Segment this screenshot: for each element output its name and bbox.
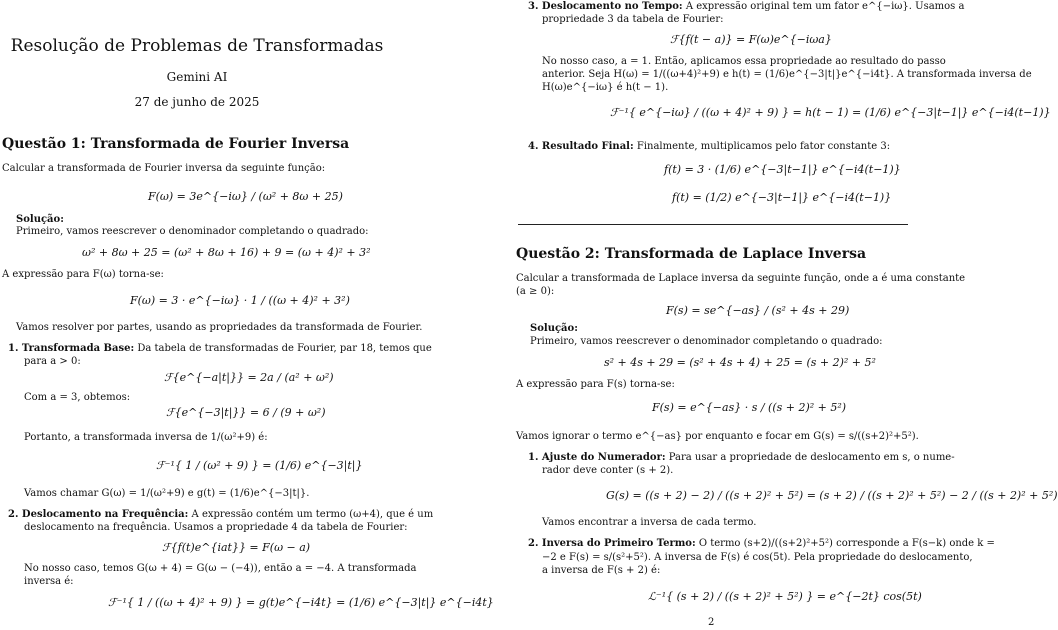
equation-Fs-rewritten: F(s) = e^{−as} · s / ((s + 2)² + 5²) xyxy=(652,401,847,414)
solution-label: Solução: xyxy=(16,214,64,225)
step3-text: A expressão original tem um fator e^{−iω}. Usamos a xyxy=(685,1,965,12)
laplace-step1-label: 1. Ajuste do Numerador: xyxy=(528,452,666,463)
laplace-step2-text: O termo (s+2)/((s+2)²+5²) corresponde a F(s−k) onde k = xyxy=(698,538,995,549)
step1-label: 1. Transformada Base: xyxy=(8,343,135,354)
page-number: 2 xyxy=(708,617,715,628)
equation-F: F(ω) = 3e^{−iω} / (ω² + 8ω + 25) xyxy=(148,190,343,203)
step4-label: 4. Resultado Final: xyxy=(528,141,634,152)
parts-text: Vamos resolver por partes, usando as propriedades da transformada de Fourier. xyxy=(16,322,423,333)
laplace-step1-text: Para usar a propriedade de deslocamento em s, o nume- xyxy=(668,452,955,463)
ignorar-text: Vamos ignorar o termo e^{−as} por enquanto e focar em G(s) = s/((s+2)²+5²). xyxy=(516,431,919,442)
step2-line xyxy=(8,508,433,521)
equation-F-rewritten: F(ω) = 3 · e^{−iω} · 1 / ((ω + 4)² + 3²) xyxy=(130,294,350,307)
step2-label: 2. Deslocamento na Frequência: xyxy=(8,509,189,520)
step3-line xyxy=(528,0,964,13)
step4-text: Finalmente, multiplicamos pelo fator constante 3: xyxy=(636,141,891,152)
equation-final2: f(t) = (1/2) e^{−3|t−1|} e^{−i4(t−1)} xyxy=(672,191,892,204)
laplace-step2-label: 2. Inversa do Primeiro Termo: xyxy=(528,538,696,549)
com-a-text: Com a = 3, obtemos: xyxy=(24,392,131,403)
equation-step3b: ℱ⁻¹{ e^{−iω} / ((ω + 4)² + 9) } = h(t − 1) = (1/6) e^{−3|t−1|} e^{−i4(t−1)} xyxy=(610,106,1051,119)
equation-step1c: ℱ⁻¹{ 1 / (ω² + 9) } = (1/6) e^{−3|t|} xyxy=(156,459,363,472)
section-divider xyxy=(518,224,908,225)
chamar-text: Vamos chamar G(ω) = 1/(ω²+9) e g(t) = (1/6)e^{−3|t|}. xyxy=(24,488,310,499)
equation-complete-square: ω² + 8ω + 25 = (ω² + 8ω + 16) + 9 = (ω + 4)² + 3² xyxy=(82,246,371,259)
question1-prompt: Calcular a transformada de Fourier inversa da seguinte função: xyxy=(2,163,326,174)
question2-heading: Questão 2: Transformada de Laplace Inversa xyxy=(516,246,867,262)
portanto-text: Portanto, a transformada inversa de 1/(ω²+9) é: xyxy=(24,432,268,443)
laplace-step2-text2: −2 e F(s) = s/(s²+5²). A inversa de F(s) é cos(5t). Pela propriedade do deslocamento, xyxy=(542,552,973,563)
equation-square2: s² + 4s + 29 = (s² + 4s + 4) + 25 = (s + 2)² + 5² xyxy=(604,356,876,369)
laplace-step1-text2: rador deve conter (s + 2). xyxy=(542,465,674,476)
equation-step3a: ℱ{f(t − a)} = F(ω)e^{−iωa} xyxy=(670,33,832,46)
document-title: Resolução de Problemas de Transformadas xyxy=(10,36,384,56)
expression-text: A expressão para F(ω) torna-se: xyxy=(2,269,164,280)
solution2-text: Primeiro, vamos reescrever o denominador completando o quadrado: xyxy=(530,336,883,347)
step3-caso2: anterior. Seja H(ω) = 1/((ω+4)²+9) e h(t) = (1/6)e^{−3|t|}e^{−i4t}. A transformada inversa de xyxy=(542,69,1032,80)
step1-text: Da tabela de transformadas de Fourier, par 18, temos que xyxy=(137,343,432,354)
solution-text: Primeiro, vamos reescrever o denominador completando o quadrado: xyxy=(16,226,369,237)
equation-L1: ℒ⁻¹{ (s + 2) / ((s + 2)² + 5²) } = e^{−2t} cos(5t) xyxy=(648,590,922,603)
solution2-label: Solução: xyxy=(530,323,578,334)
step1-text2: para a > 0: xyxy=(24,356,81,367)
step3-caso3: H(ω)e^{−iω} é h(t − 1). xyxy=(542,82,669,93)
question1-heading: Questão 1: Transformada de Fourier Inversa xyxy=(2,136,350,152)
caso-text2: inversa é: xyxy=(24,576,74,587)
laplace-step2-line xyxy=(528,537,995,550)
right-page xyxy=(454,0,1058,630)
step3-caso: No nosso caso, a = 1. Então, aplicamos essa propriedade ao resultado do passo xyxy=(542,56,946,67)
equation-step2a: ℱ{f(t)e^{iat}} = F(ω − a) xyxy=(162,541,311,554)
question2-prompt2: (a ≥ 0): xyxy=(516,286,555,297)
laplace-step2-text3: a inversa de F(s + 2) é: xyxy=(542,565,661,576)
equation-Fs: F(s) = se^{−as} / (s² + 4s + 29) xyxy=(666,304,850,317)
equation-step1b: ℱ{e^{−3|t|}} = 6 / (9 + ω²) xyxy=(166,406,326,419)
expression2-text: A expressão para F(s) torna-se: xyxy=(516,379,675,390)
equation-final1: f(t) = 3 · (1/6) e^{−3|t−1|} e^{−i4(t−1)} xyxy=(664,163,901,176)
step3-text2: propriedade 3 da tabela de Fourier: xyxy=(542,14,724,25)
step1-line xyxy=(8,342,432,355)
document-author: Gemini AI xyxy=(166,70,228,84)
step3-label: 3. Deslocamento no Tempo: xyxy=(528,1,683,12)
step2-text: A expressão contém um termo (ω+4), que é um xyxy=(191,509,434,520)
equation-step1a: ℱ{e^{−a|t|}} = 2a / (a² + ω²) xyxy=(164,371,334,384)
equation-Gs: G(s) = ((s + 2) − 2) / ((s + 2)² + 5²) = (s + 2) / ((s + 2)² + 5²) − 2 / ((s + 2)² + 5²) xyxy=(606,489,1058,502)
equation-step2b: ℱ⁻¹{ 1 / ((ω + 4)² + 9) } = g(t)e^{−i4t} = (1/6) e^{−3|t|} e^{−i4t} xyxy=(108,596,494,609)
step4-line xyxy=(528,140,890,153)
document-date: 27 de junho de 2025 xyxy=(134,95,260,109)
left-page xyxy=(0,0,494,630)
encontrar-text: Vamos encontrar a inversa de cada termo. xyxy=(542,517,757,528)
laplace-step1-line xyxy=(528,451,955,464)
question2-prompt: Calcular a transformada de Laplace inversa da seguinte função, onde a é uma constante xyxy=(516,273,966,284)
step2-text2: deslocamento na frequência. Usamos a propriedade 4 da tabela de Fourier: xyxy=(24,522,408,533)
caso-text: No nosso caso, temos G(ω + 4) = G(ω − (−4)), então a = −4. A transformada xyxy=(24,563,417,574)
